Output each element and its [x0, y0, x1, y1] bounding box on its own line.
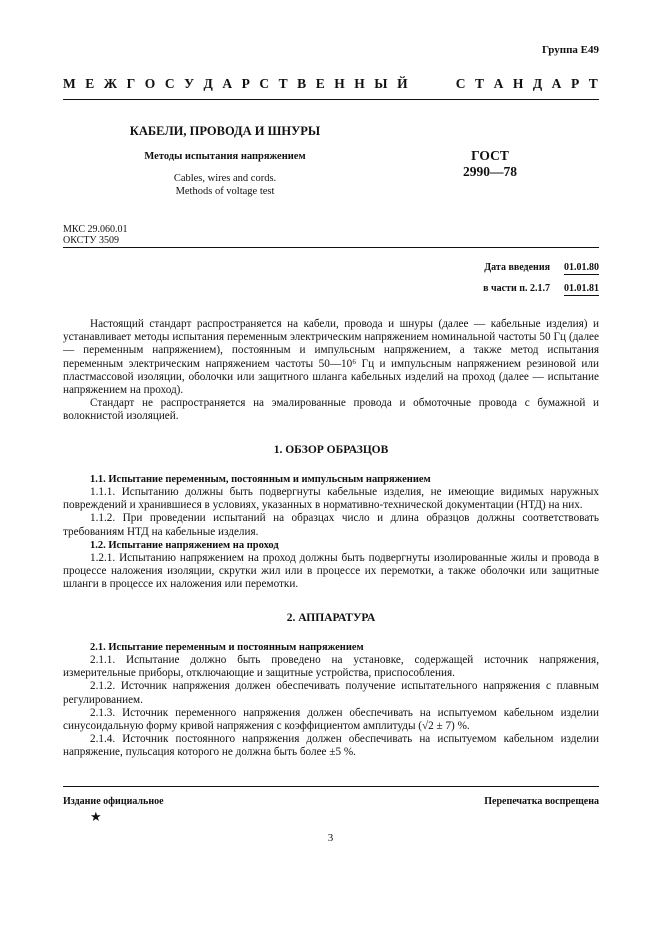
interstate-standard-banner — [63, 76, 598, 92]
english-title — [60, 172, 390, 198]
document-title: КАБЕЛИ, ПРОВОДА И ШНУРЫ — [129, 124, 321, 138]
banner-letter: Е — [85, 76, 95, 91]
banner-letter — [430, 76, 433, 92]
clause-1-2-1: 1.2.1. Испытанию напряжением на проход должны быть подвергнуты изолированные жилы и провода в процессе наложения изоляции, скрутки жил или в процессе их перемотки, а также оболочки или защитные шланги в процессе их наложения или перемотки. — [63, 552, 599, 591]
intro-paragraph-2: Стандарт не распространяется на эмалированные провода и обмоточные провода с бумажной и волокнистой изоляцией. — [63, 397, 599, 423]
banner-letter: Д — [532, 76, 543, 91]
date-value: 01.01.80 — [564, 262, 599, 273]
official-edition-note: Издание официальное — [63, 796, 164, 807]
okstu-code: ОКСТУ 3509 — [63, 234, 120, 246]
banner-letter: С — [164, 76, 175, 91]
clause-2-1-3: 2.1.3. Источник переменного напряжения должен обеспечивать на испытуемом кабельном изделии синусоидальную форму кривой напряжения с коэффициентом амплитуды (√2 ± 7) %. — [63, 706, 599, 733]
banner-letter: Т — [588, 76, 598, 91]
banner-letter: Ж — [103, 76, 118, 91]
section-2-heading: 2. АППАРАТУРА — [286, 611, 376, 624]
banner-letter: Н — [334, 76, 345, 91]
introduction-dates — [483, 262, 599, 304]
gost-number — [420, 148, 560, 180]
date-label: Дата введения — [484, 262, 550, 273]
english-title-line-2: Methods of voltage test — [175, 186, 275, 197]
banner-letter — [417, 76, 420, 92]
star-icon: ★ — [90, 809, 102, 824]
banner-letter: Т — [278, 76, 288, 91]
intro-paragraph-1: Настоящий стандарт распространяется на кабели, провода и шнуры (далее — кабельные изделия) и устанавливает методы испытания переменным электрическим напряжением номинальной частоты 50 Гц (далее — переменным напряжением), постоянным и импульсным напряжением, а также метод испытания переменным электрическим напряжением частоты 50—10⁶ Гц и импульсным напряжением резиновой или пластмассовой изоляции, оболочки или защитного шланга кабельных изделий на проход (далее — испытание напряжением на проход). — [63, 318, 599, 397]
clause-2-1-2: 2.1.2. Источник напряжения должен обеспечивать получение испытательного напряжения с плавным регулированием. — [63, 680, 599, 706]
section-1-heading: 1. ОБЗОР ОБРАЗЦОВ — [273, 443, 389, 456]
codes-rule — [63, 247, 599, 248]
banner-letter: Н — [512, 76, 524, 91]
banner-letter: А — [551, 76, 562, 91]
part-date-label: в части п. 2.1.7 — [483, 283, 550, 294]
clause-1-1-2: 1.1.2. При проведении испытаний на образцах число и длина образцов должны соответствовать требованиям НТД на кабельные изделия. — [63, 512, 599, 538]
clause-2-1-1: 2.1.1. Испытание должно быть проведено на установке, содержащей источник напряжения, измерительные приборы, отключающие и защитные устройства, приспособления. — [63, 654, 599, 680]
subsection-1-1-heading: 1.1. Испытание переменным, постоянным и импульсным напряжением — [90, 473, 431, 485]
reprint-prohibited-note: Перепечатка воспрещена — [484, 796, 599, 807]
banner-letter: А — [493, 76, 504, 91]
footer-rule — [63, 786, 599, 787]
banner-letter: Г — [126, 76, 136, 91]
banner-letter: Т — [475, 76, 485, 91]
document-subtitle: Методы испытания напряжением — [144, 151, 306, 162]
clause-2-1-4: 2.1.4. Источник постоянного напряжения должен обеспечивать на испытуемом кабельном изделии напряжение, пульсация которого не должна быть более ±5 %. — [63, 733, 599, 759]
gost-label: ГОСТ — [471, 148, 509, 163]
subsection-1-2-heading: 1.2. Испытание напряжением на проход — [90, 539, 279, 551]
banner-letter: У — [184, 76, 194, 91]
banner-letter: Н — [354, 76, 365, 91]
banner-letter: Р — [241, 76, 250, 91]
banner-letter: Р — [570, 76, 580, 91]
header-rule — [63, 99, 599, 100]
banner-letter: В — [297, 76, 307, 91]
banner-letter: С — [455, 76, 466, 91]
banner-letter: М — [63, 76, 76, 91]
group-code: Группа Е49 — [541, 44, 599, 56]
mks-code: МКС 29.060.01 — [63, 224, 128, 235]
banner-letter: С — [259, 76, 270, 91]
classification-codes — [63, 225, 127, 246]
subsection-2-1-heading: 2.1. Испытание переменным и постоянным напряжением — [90, 641, 364, 653]
gost-code: 2990—78 — [463, 164, 517, 179]
part-date-row — [483, 283, 599, 304]
part-date-value: 01.01.81 — [564, 283, 599, 294]
page-number: 3 — [327, 832, 334, 844]
banner-letter — [443, 76, 446, 92]
english-title-line-1: Cables, wires and cords. — [173, 173, 277, 184]
banner-letter: А — [222, 76, 233, 91]
clause-1-1-1: 1.1.1. Испытанию должны быть подвергнуты кабельные изделия, не имеющие видимых наружных повреждений и хранившиеся в условиях, указанных в нормативно-технической документации (НТД) на них. — [63, 486, 599, 512]
banner-letter: Й — [397, 76, 408, 91]
banner-letter: О — [144, 76, 156, 91]
document-body — [63, 318, 599, 760]
date-row — [483, 262, 599, 283]
banner-letter: Ы — [374, 76, 388, 91]
banner-letter: Е — [315, 76, 325, 91]
banner-letter: Д — [203, 76, 213, 91]
